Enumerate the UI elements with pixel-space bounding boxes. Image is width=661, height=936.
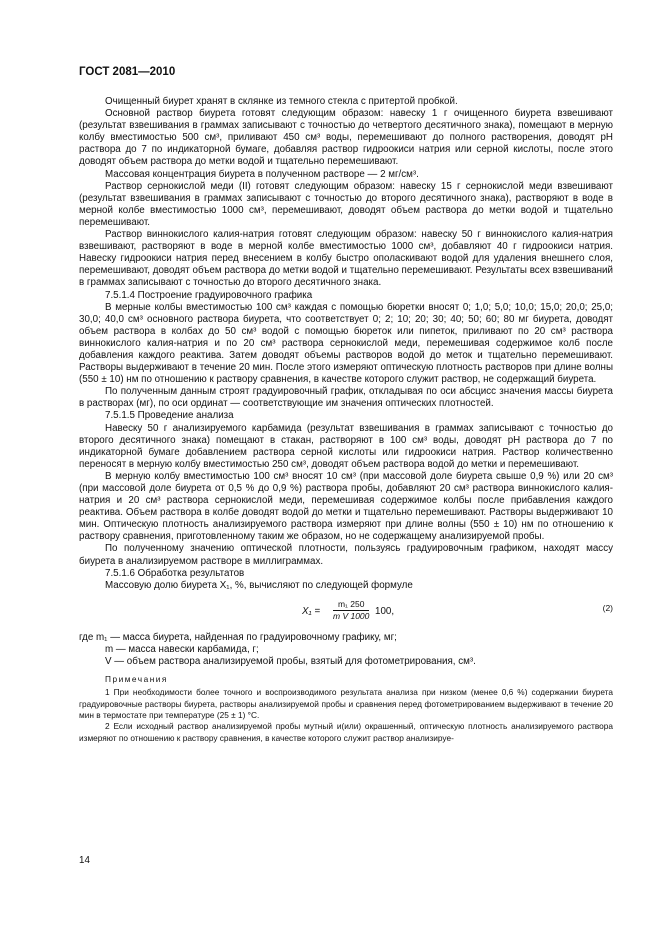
notes — [79, 674, 613, 744]
notes-title: Примечания — [105, 674, 168, 685]
paragraph: Массовая концентрация биурета в полученном растворе — 2 мг/см³. — [105, 168, 419, 180]
paragraph: По полученному значению оптической плотности, пользуясь градуировочным графиком, находят массу биурета в анализируемом растворе в миллиграммах. — [79, 543, 613, 567]
document-header: ГОСТ 2081—2010 — [79, 66, 176, 78]
formula-numerator: m₁ 250 — [333, 599, 369, 611]
formula-tail: 100, — [375, 605, 395, 617]
paragraph: Очищенный биурет хранят в склянке из темного стекла с притертой пробкой. — [105, 96, 458, 107]
paragraph: Основной раствор биурета готовят следующим образом: навеску 1 г очищенного биурета взвешивают (результат взвешивания в граммах записывают с точностью до четвертого десятичного знака), помещают в мерную колбу вместимостью 500 см³, приливают 450 см³ воды, перемешивают до полного растворения, доводят рН раствора до 7 по индикаторной бумаге, добавляя раствор гидроокиси натрия или серной кислоты, после этого доводят объем раствора до метки водой и тщательно перемешивают. — [79, 108, 613, 168]
definition: где m₁ — масса биурета, найденная по градуировочному графику, мг; — [79, 631, 397, 643]
document-body — [79, 96, 613, 744]
paragraph: В мерную колбу вместимостью 100 см³ вносят 10 см³ (при массовой доле биурета свыше 0,9 %) или 20 см³ (при массовой доле биурета от 0,5 % до 0,9 %) раствора пробы, добавляют 20 см³ раствора виннокислого калия-натрия и 20 см³ раствора сернокислой меди, перемешивая содержимое колбы после прибавления каждого реактива. Объем раствора в колбе доводят водой до метки и тщательно перемешивают. Растворы выдерживают 10 мин. Оптическую плотность анализируемого раствора измеряют при длине волны (550 ± 10) нм по отношению к раствору сравнения, приготовленному таким же образом, но не содержащему анализируемой пробы. — [79, 470, 613, 543]
formula-lhs: X₁ = — [302, 605, 321, 617]
page-number: 14 — [79, 855, 90, 866]
paragraph: В мерные колбы вместимостью 100 см³ каждая с помощью бюретки вносят 0; 1,0; 5,0; 10,0; 15,0; 20,0; 25,0; 30,0; 40,0 см³ основного раствора биурета, что соответствует 0; 2; 10; 20; 30; 40; 50; 60; 80 мг биурета, доводят объем раствора в колбах до 50 см³ водой с помощью бюреток или пипеток, приливают по 20 см³ раствора виннокислого калия-натрия и по 20 см³ раствора сернокислой меди, перемешивая содержимое колб после добавления каждого реактива. Затем доводят объемы растворов водой до меток и тщательно перемешивают. Растворы выдерживают в течение 20 мин. После этого измеряют оптическую плотность растворов при длине волны (550 ± 10) нм по отношению к раствору сравнения, в качестве которого служит раствор, не содержащий биурета. — [79, 301, 613, 386]
paragraph: Навеску 50 г анализируемого карбамида (результат взвешивания в граммах записывают с точностью до второго десятичного знака) помещают в стакан, растворяют в 100 см³ воды, доводят рН раствора до 7 по индикаторной бумаге добавлением раствора серной кислоты или гидроокиси натрия. Раствор количественно переносят в мерную колбу вместимостью 250 см³, доводят объем раствора водой до метки и перемешивают. — [79, 422, 613, 470]
paragraph: Раствор сернокислой меди (II) готовят следующим образом: навеску 15 г сернокислой меди взвешивают (результат взвешивания в граммах записывают с точностью до второго десятичного знака), растворяют в воде в мерной колбе вместимостью 1000 см³, перемешивают, доводят объем раствора до метки водой и тщательно перемешивают. — [79, 180, 613, 228]
definition: V — объем раствора анализируемой пробы, взятый для фотометрирования, см³. — [105, 656, 476, 668]
formula-fraction — [333, 599, 369, 622]
paragraph: Массовую долю биурета X₁, %, вычисляют по следующей формуле — [105, 579, 413, 591]
note-item: 2 Если исходный раствор анализируемой пробы мутный и(или) окрашенный, оптическую плотность анализируемого раствора измеряют по отношению к раствору сравнения, в качестве которого служит раствор анализируе- — [79, 721, 613, 743]
formula-denominator: m V 1000 — [333, 610, 370, 621]
definitions — [79, 632, 613, 668]
formula — [79, 598, 613, 628]
section-heading: 7.5.1.4 Построение градуировочного графика — [105, 289, 313, 301]
section-heading: 7.5.1.5 Проведение анализа — [105, 410, 234, 422]
note-item: 1 При необходимости более точного и воспроизводимого результата анализа при низком (менее 0,6 %) содержании биурета градуировочные растворы биурета, растворы анализируемой пробы и сравнения перед фотометрированием выдерживают в течение 20 мин в термостате при температуре (25 ± 1) °С. — [79, 687, 613, 721]
definition: m — масса навески карбамида, г; — [105, 643, 259, 655]
formula-number: (2) — [602, 602, 613, 613]
paragraph: Раствор виннокислого калия-натрия готовят следующим образом: навеску 50 г виннокислого калия-натрия взвешивают, растворяют в воде в мерной колбе вместимостью 1000 см³, добавляют 40 г гидроокиси натрия. Навеску гидроокиси натрия перед внесением в колбу быстро ополаскивают водой для удаления внешнего слоя, перемешивают, доводят объем раствора до метки водой и тщательно перемешивают. Результаты всех взвешиваний в граммах записывают с точностью до второго десятичного знака. — [79, 229, 613, 289]
paragraph: По полученным данным строят градуировочный график, откладывая по оси абсцисс значения массы биурета в растворах (мг), по оси ординат — соответствующие им значения оптических плотностей. — [79, 386, 613, 410]
section-heading: 7.5.1.6 Обработка результатов — [105, 567, 245, 579]
